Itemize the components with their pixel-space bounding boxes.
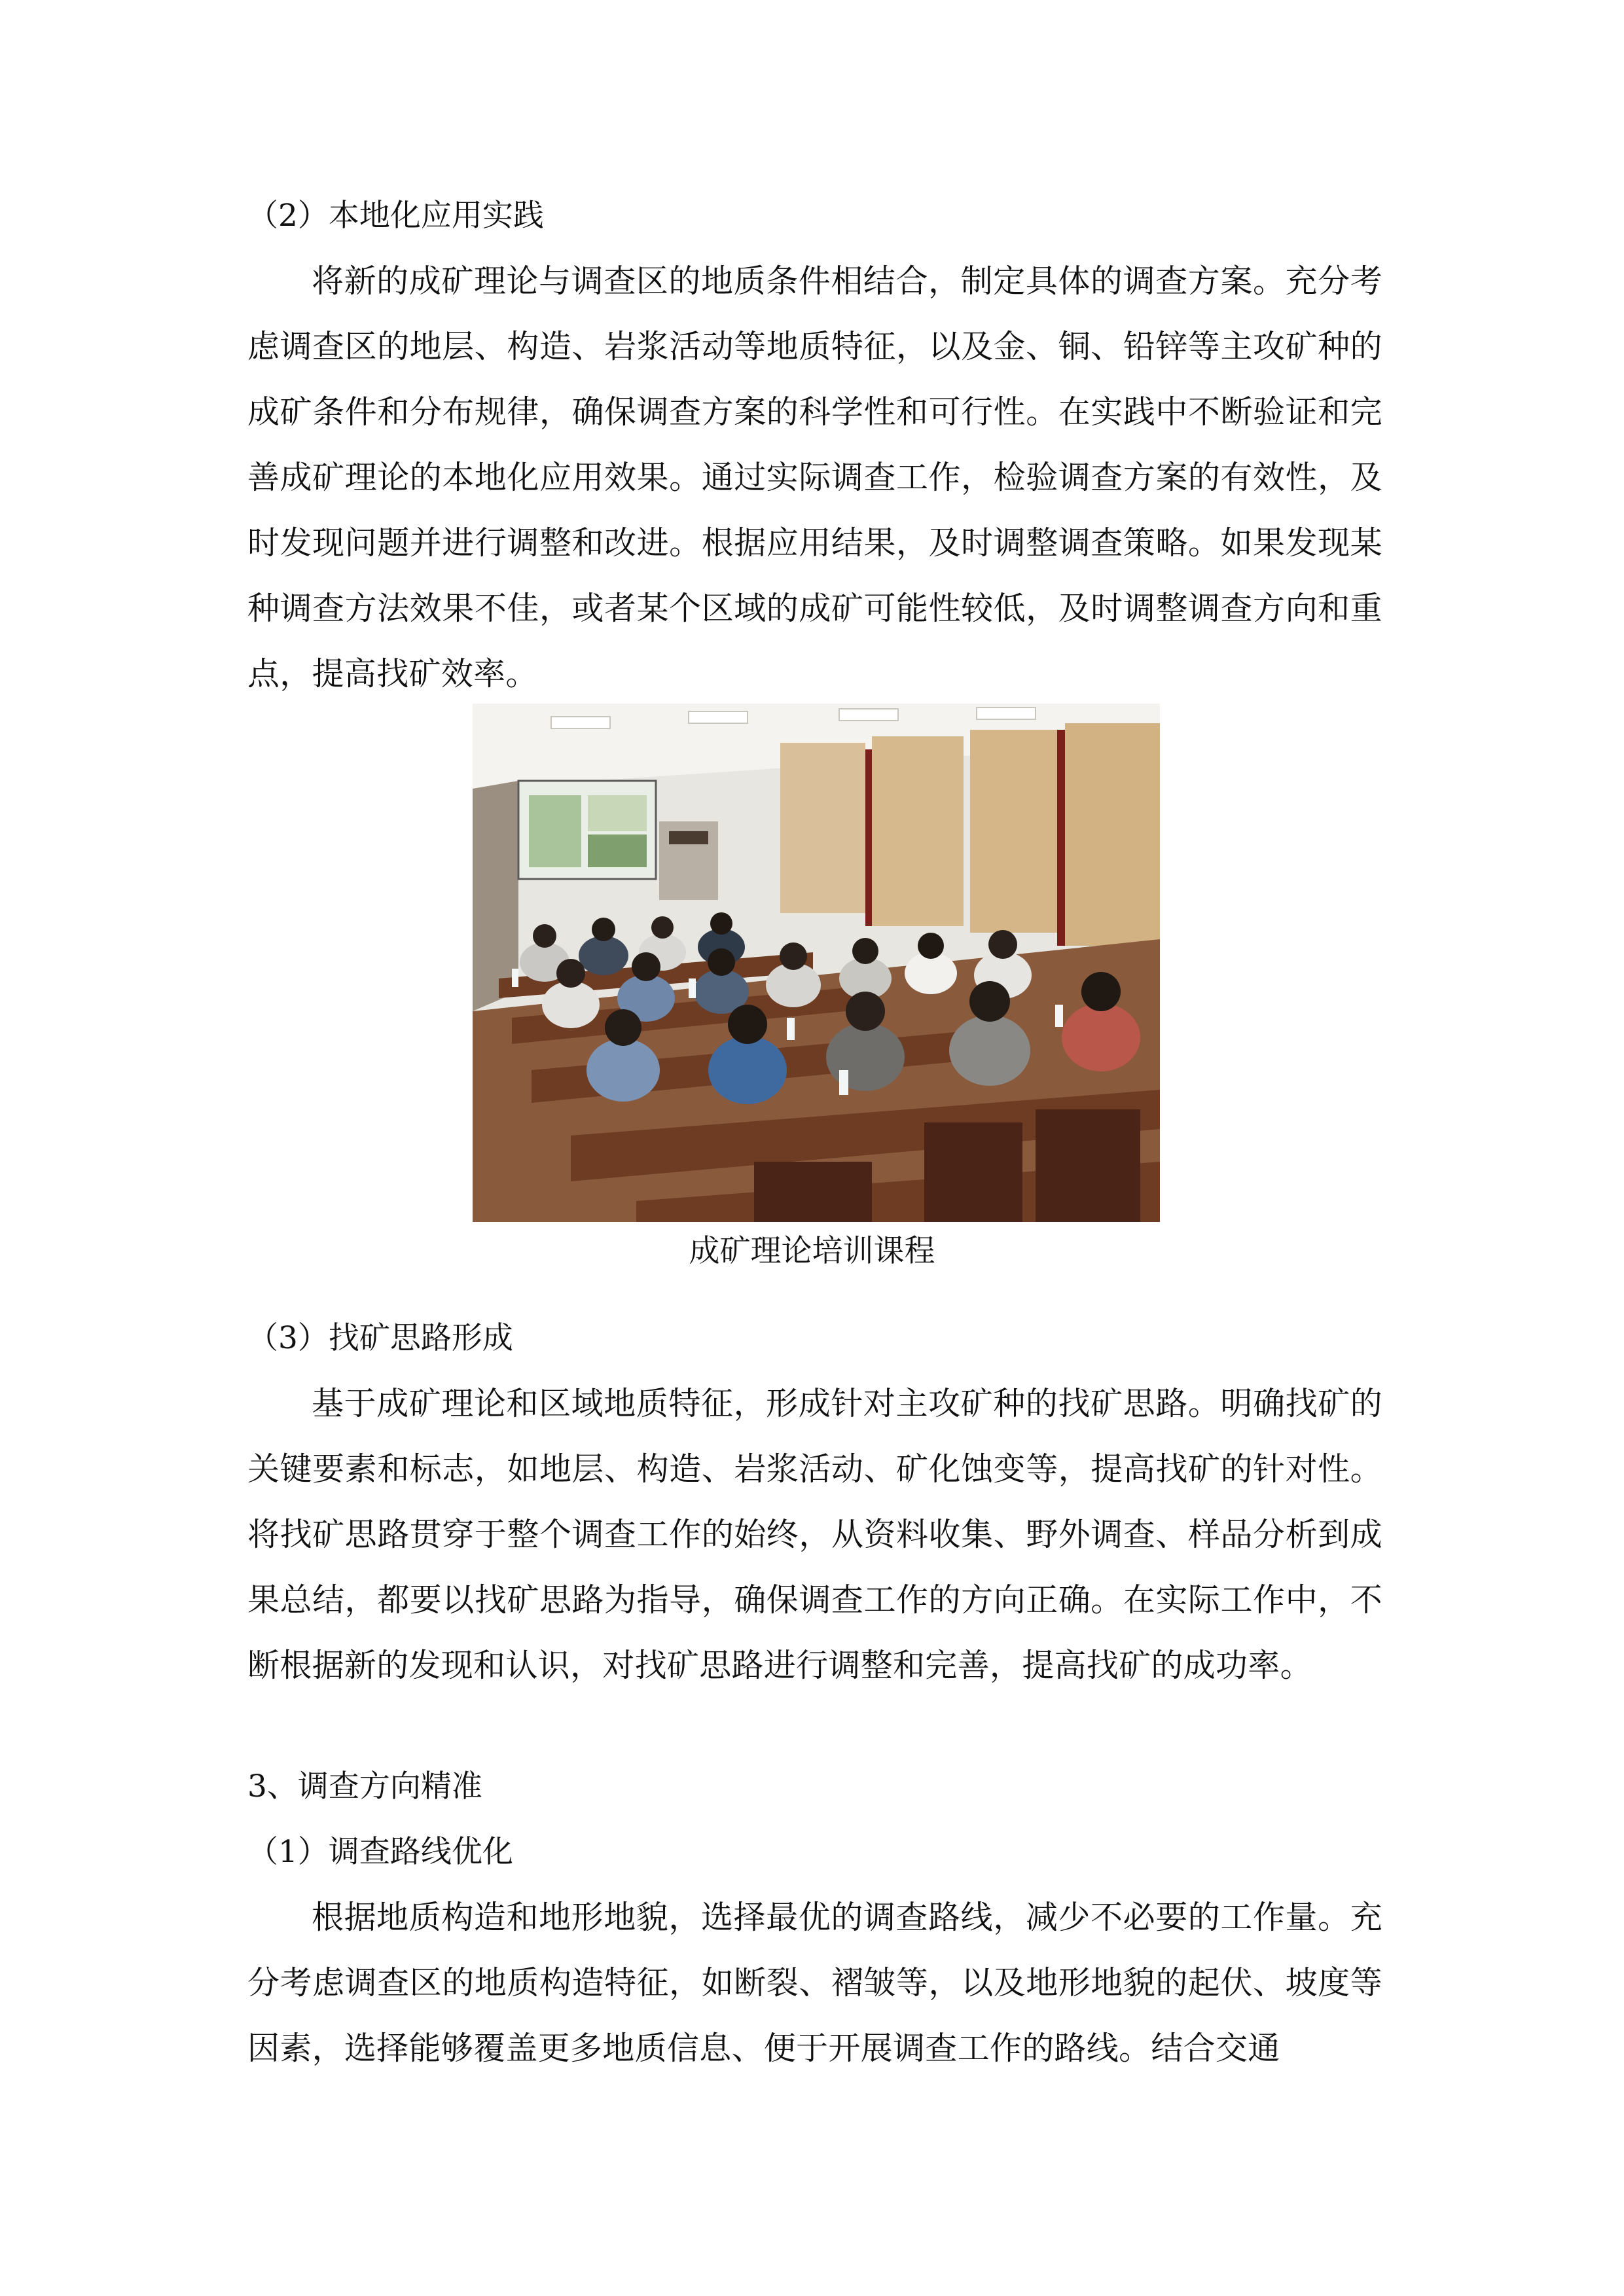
- section-heading: （3）找矿思路形成: [247, 1320, 513, 1356]
- photo-banner-text: [669, 831, 708, 844]
- classroom-photo-illustration: [473, 704, 1160, 1222]
- body-paragraph: 将新的成矿理论与调查区的地质条件相结合，制定具体的调查方案。充分考虑调查区的地层、构造、岩浆活动等地质特征，以及金、铜、铅锌等主攻矿种的成矿条件和分布规律，确保调查方案的科学性和可行性。在实践中不断验证和完善成矿理论的本地化应用效果。通过实际调查工作，检验调查方案的有效性，及时发现问题并进行调整和改进。根据应用结果，及时调整调查策略。如果发现某种调查方法效果不佳，或者某个区域的成矿可能性较低，及时调整调查方向和重点，提高找矿效率。: [247, 262, 1382, 692]
- photo-pillar: [865, 749, 872, 926]
- photo-curtain: [1065, 723, 1160, 946]
- subsection-heading: （1）调查路线优化: [247, 1834, 513, 1870]
- screen-map: [529, 795, 581, 867]
- body-paragraph: 根据地质构造和地形地貌，选择最优的调查路线，减少不必要的工作量。充分考虑调查区的地质构造特征，如断裂、褶皱等，以及地形地貌的起伏、坡度等因素，选择能够覆盖更多地质信息、便于开展调查工作的路线。结合交通: [247, 1899, 1382, 2067]
- training-photo: [473, 704, 1160, 1222]
- section-heading: 3、调查方向精准: [247, 1768, 482, 1804]
- photo-left-wall: [473, 781, 518, 1011]
- section-2-2: [247, 183, 1382, 707]
- body-paragraph: 基于成矿理论和区域地质特征，形成针对主攻矿种的找矿思路。明确找矿的关键要素和标志，如地层、构造、岩浆活动、矿化蚀变等，提高找矿的针对性。将找矿思路贯穿于整个调查工作的始终，从资料收集、野外调查、样品分析到成果总结，都要以找矿思路为指导，确保调查工作的方向正确。在实际工作中，不断根据新的发现和认识，对找矿思路进行调整和完善，提高找矿的成功率。: [247, 1385, 1382, 1684]
- screen-map: [588, 795, 647, 831]
- photo-curtain: [970, 730, 1062, 933]
- figure-caption: 成矿理论培训课程: [689, 1233, 935, 1269]
- section-heading: （2）本地化应用实践: [247, 198, 544, 234]
- screen-map: [588, 834, 647, 867]
- photo-pillar: [1057, 730, 1065, 946]
- section-3: [247, 1754, 1382, 2081]
- section-2-3: [247, 1306, 1382, 1698]
- photo-curtain: [780, 743, 865, 913]
- photo-curtain: [872, 736, 964, 926]
